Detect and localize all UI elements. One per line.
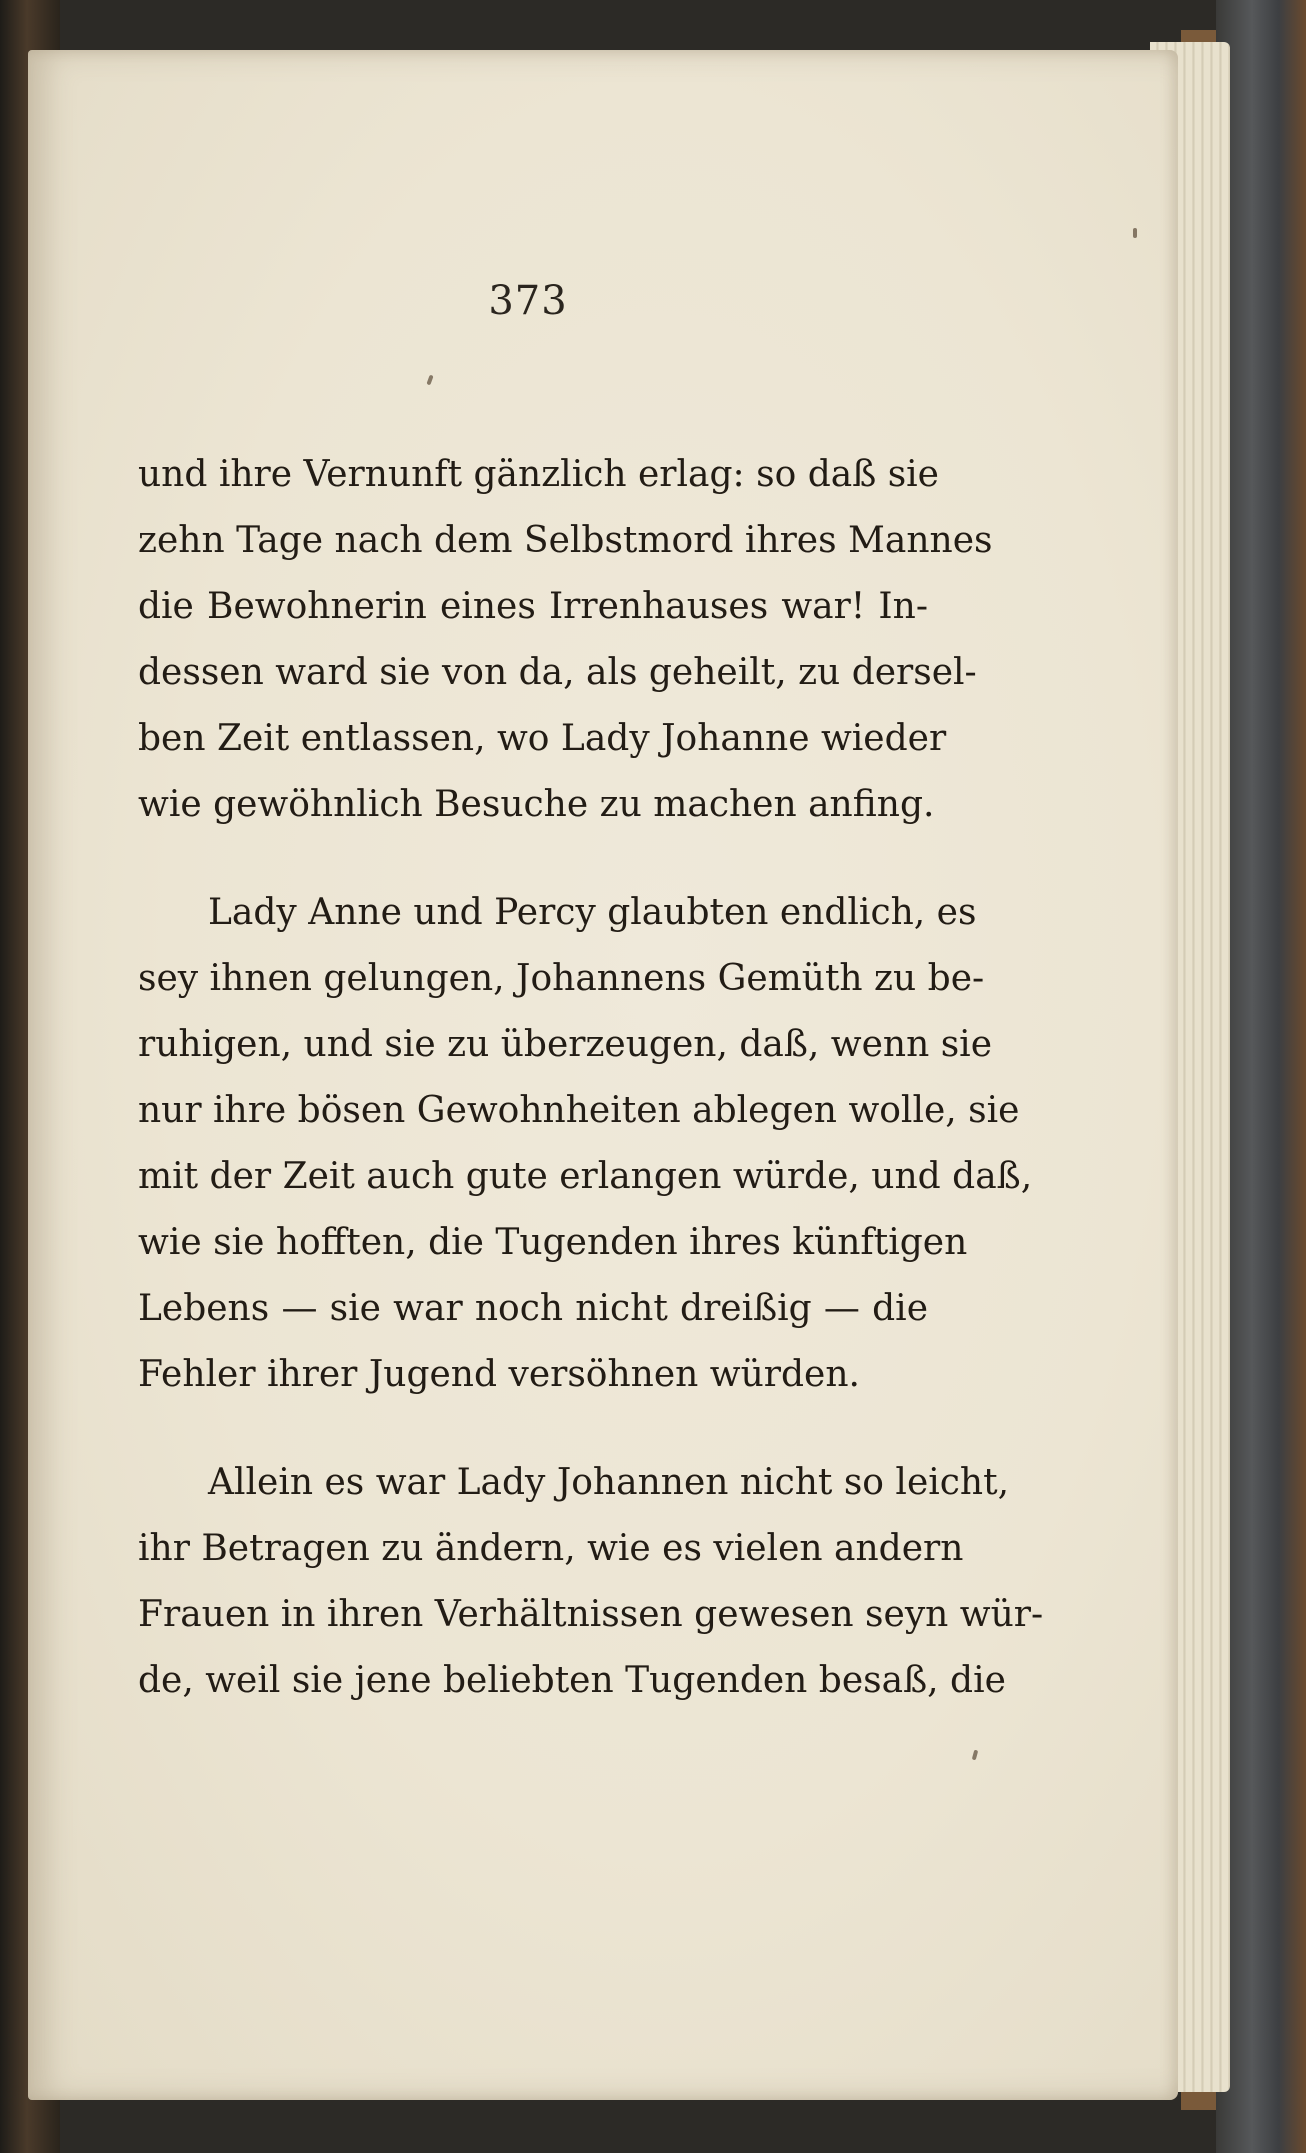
text-line: wie gewöhnlich Besuche zu machen anfing. bbox=[138, 784, 935, 825]
text-line: sey ihnen gelungen, Johannens Gemüth zu be- bbox=[138, 958, 985, 999]
text-line: ihr Betragen zu ändern, wie es vielen andern bbox=[138, 1528, 964, 1569]
page-number: 373 bbox=[488, 278, 568, 324]
paper-speck bbox=[972, 1750, 978, 1761]
text-line: mit der Zeit auch gute erlangen würde, und daß, bbox=[138, 1156, 1033, 1197]
text-line: wie sie hofften, die Tugenden ihres künftigen bbox=[138, 1222, 968, 1263]
text-line: dessen ward sie von da, als geheilt, zu dersel- bbox=[138, 652, 977, 693]
text-line: de, weil sie jene beliebten Tugenden besaß, die bbox=[138, 1660, 1006, 1701]
body-text bbox=[138, 442, 1044, 1714]
text-line: die Bewohnerin eines Irrenhauses war! In- bbox=[138, 586, 928, 627]
text-line: ruhigen, und sie zu überzeugen, daß, wenn sie bbox=[138, 1024, 992, 1065]
paragraph bbox=[138, 880, 1033, 1408]
paper-speck bbox=[426, 375, 433, 386]
text-line: ben Zeit entlassen, wo Lady Johanne wieder bbox=[138, 718, 947, 759]
text-line: Fehler ihrer Jugend versöhnen würden. bbox=[138, 1354, 860, 1395]
text-line: zehn Tage nach dem Selbstmord ihres Mannes bbox=[138, 520, 993, 561]
text-line: nur ihre bösen Gewohnheiten ablegen wolle, sie bbox=[138, 1090, 1020, 1131]
paper-speck bbox=[1133, 228, 1137, 238]
paragraph bbox=[138, 1450, 1044, 1714]
text-line: Frauen in ihren Verhältnissen gewesen seyn wür- bbox=[138, 1594, 1044, 1635]
text-line: Allein es war Lady Johannen nicht so leicht, bbox=[208, 1462, 1010, 1503]
text-line: Lebens — sie war noch nicht dreißig — die bbox=[138, 1288, 928, 1329]
text-line: und ihre Vernunft gänzlich erlag: so daß sie bbox=[138, 454, 939, 495]
text-line: Lady Anne und Percy glaubten endlich, es bbox=[208, 892, 977, 933]
book-page bbox=[28, 50, 1178, 2100]
paragraph bbox=[138, 442, 993, 838]
